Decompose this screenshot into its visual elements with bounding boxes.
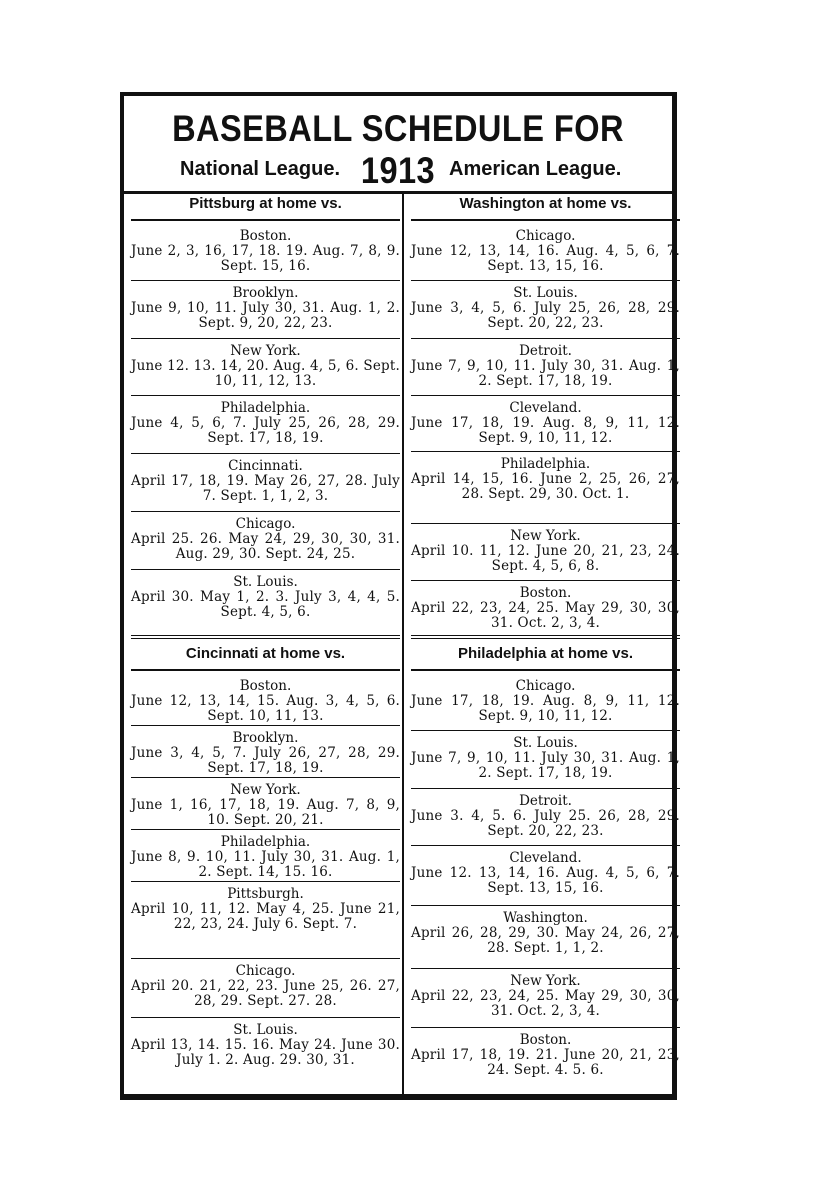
entry-rule bbox=[131, 453, 400, 454]
opponent-name: Cleveland. bbox=[509, 850, 582, 866]
opponent-name: New York. bbox=[510, 973, 581, 989]
schedule-entry bbox=[411, 679, 680, 724]
schedule-entry bbox=[411, 286, 680, 331]
schedule-entry bbox=[411, 344, 680, 389]
entry-rule bbox=[411, 338, 680, 339]
entry-rule bbox=[131, 725, 400, 726]
entry-rule bbox=[411, 523, 680, 524]
schedule-entry bbox=[131, 401, 400, 446]
game-dates: June 4, 5, 6, 7. July 25, 26, 28, 29. Sept. 17, 18, 19. bbox=[131, 415, 400, 446]
schedule-entry bbox=[131, 229, 400, 274]
team-section bbox=[131, 641, 400, 1068]
entry-rule bbox=[411, 395, 680, 396]
entry-rule bbox=[131, 829, 400, 830]
schedule-entry bbox=[411, 736, 680, 781]
entry-rule bbox=[131, 511, 400, 512]
opponent-name: Chicago. bbox=[235, 963, 296, 979]
opponent-name: Chicago. bbox=[235, 516, 296, 532]
opponent-name: Boston. bbox=[519, 1032, 572, 1048]
opponent-name: Brooklyn. bbox=[232, 285, 299, 301]
schedule-entry bbox=[131, 679, 400, 724]
opponent-name: St. Louis. bbox=[233, 1022, 298, 1038]
opponent-name: Washington. bbox=[503, 910, 588, 926]
opponent-name: Brooklyn. bbox=[232, 730, 299, 746]
team-section bbox=[411, 641, 680, 1078]
opponent-name: Boston. bbox=[239, 678, 292, 694]
entry-rule bbox=[411, 788, 680, 789]
schedule-entry bbox=[131, 887, 400, 932]
schedule-entry bbox=[131, 1023, 400, 1068]
schedule-entry bbox=[131, 835, 400, 880]
opponent-name: Detroit. bbox=[519, 793, 572, 809]
opponent-name: Pittsburgh. bbox=[227, 886, 304, 902]
game-dates: June 12. 13, 14, 16. Aug. 4, 5, 6, 7. Sept. 13, 15, 16. bbox=[411, 865, 680, 896]
opponent-name: Boston. bbox=[519, 585, 572, 601]
schedule-entry bbox=[131, 286, 400, 331]
team-heading: Washington at home vs. bbox=[411, 191, 680, 221]
column-divider bbox=[402, 191, 404, 1098]
opponent-name: Cleveland. bbox=[509, 400, 582, 416]
entry-rule bbox=[411, 580, 680, 581]
opponent-name: Chicago. bbox=[515, 678, 576, 694]
opponent-name: St. Louis. bbox=[513, 285, 578, 301]
game-dates: June 12, 13, 14, 15. Aug. 3, 4, 5, 6. Sept. 10, 11, 13. bbox=[131, 693, 400, 724]
schedule-entry bbox=[131, 575, 400, 620]
team-heading: Philadelphia at home vs. bbox=[411, 641, 680, 671]
game-dates: June 12, 13, 14, 16. Aug. 4, 5, 6, 7. Sept. 13, 15, 16. bbox=[411, 243, 680, 274]
opponent-name: St. Louis. bbox=[233, 574, 298, 590]
game-dates: April 10. 11, 12. June 20, 21, 23, 24. Sept. 4, 5, 6, 8. bbox=[411, 543, 680, 574]
game-dates: June 3, 4, 5, 7. July 26, 27, 28, 29. Sept. 17, 18, 19. bbox=[131, 745, 400, 776]
game-dates: April 17, 18, 19. 21. June 20, 21, 23, 24. Sept. 4. 5. 6. bbox=[411, 1047, 680, 1078]
entry-rule bbox=[411, 451, 680, 452]
entry-rule bbox=[131, 280, 400, 281]
opponent-name: St. Louis. bbox=[513, 735, 578, 751]
game-dates: June 9, 10, 11. July 30, 31. Aug. 1, 2. Sept. 9, 20, 22, 23. bbox=[131, 300, 400, 331]
team-section bbox=[411, 191, 680, 631]
game-dates: April 20. 21, 22, 23. June 25, 26. 27, 28, 29. Sept. 27. 28. bbox=[131, 978, 400, 1009]
schedule-entry bbox=[131, 783, 400, 828]
opponent-name: Boston. bbox=[239, 228, 292, 244]
opponent-name: New York. bbox=[510, 528, 581, 544]
schedule-entry bbox=[411, 529, 680, 574]
opponent-name: New York. bbox=[230, 343, 301, 359]
schedule-entry bbox=[411, 794, 680, 839]
opponent-name: Philadelphia. bbox=[220, 834, 311, 850]
entry-rule bbox=[411, 968, 680, 969]
game-dates: June 8, 9. 10, 11. July 30, 31. Aug. 1, 2. Sept. 14, 15. 16. bbox=[131, 849, 400, 880]
game-dates: April 30. May 1, 2. 3. July 3, 4, 4, 5. Sept. 4, 5, 6. bbox=[131, 589, 400, 620]
game-dates: April 10, 11, 12. May 4, 25. June 21, 22, 23, 24. July 6. Sept. 7. bbox=[131, 901, 400, 932]
opponent-name: Philadelphia. bbox=[220, 400, 311, 416]
schedule-entry bbox=[411, 1033, 680, 1078]
section-double-rule bbox=[411, 635, 680, 639]
opponent-name: Cincinnati. bbox=[228, 458, 303, 474]
game-dates: April 22, 23, 24, 25. May 29, 30, 30, 31. Oct. 2, 3, 4. bbox=[411, 600, 680, 631]
schedule-entry bbox=[411, 974, 680, 1019]
game-dates: June 12. 13. 14, 20. Aug. 4, 5, 6. Sept. 10, 11, 12, 13. bbox=[131, 358, 400, 389]
entry-rule bbox=[131, 569, 400, 570]
game-dates: April 17, 18, 19. May 26, 27, 28. July 7. Sept. 1, 1, 2, 3. bbox=[131, 473, 400, 504]
game-dates: April 22, 23, 24, 25. May 29, 30, 30, 31. Oct. 2, 3, 4. bbox=[411, 988, 680, 1019]
opponent-name: New York. bbox=[230, 782, 301, 798]
schedule-entry bbox=[411, 586, 680, 631]
game-dates: April 14, 15, 16. June 2, 25, 26, 27, 28. Sept. 29, 30. Oct. 1. bbox=[411, 471, 680, 502]
game-dates: June 2, 3, 16, 17, 18. 19. Aug. 7, 8, 9. Sept. 15, 16. bbox=[131, 243, 400, 274]
entry-rule bbox=[411, 845, 680, 846]
team-section bbox=[131, 191, 400, 620]
entry-rule bbox=[411, 905, 680, 906]
game-dates: April 25. 26. May 24, 29, 30, 30, 31. Aug. 29, 30. Sept. 24, 25. bbox=[131, 531, 400, 562]
schedule-entry bbox=[131, 964, 400, 1009]
team-heading: Cincinnati at home vs. bbox=[131, 641, 400, 671]
schedule-header bbox=[124, 96, 672, 194]
game-dates: June 3. 4, 5. 6. July 25. 26, 28, 29. Sept. 20, 22, 23. bbox=[411, 808, 680, 839]
schedule-entry bbox=[131, 731, 400, 776]
page-title: BASEBALL SCHEDULE FOR 1913 bbox=[172, 108, 624, 191]
schedule-entry bbox=[131, 459, 400, 504]
game-dates: April 26, 28, 29, 30. May 24, 26, 27, 28. Sept. 1, 1, 2. bbox=[411, 925, 680, 956]
entry-rule bbox=[131, 777, 400, 778]
schedule-entry bbox=[411, 401, 680, 446]
game-dates: June 7, 9, 10, 11. July 30, 31. Aug. 1, 2. Sept. 17, 18, 19. bbox=[411, 750, 680, 781]
entry-rule bbox=[131, 1017, 400, 1018]
entry-rule bbox=[411, 1027, 680, 1028]
schedule-entry bbox=[411, 229, 680, 274]
section-double-rule bbox=[131, 635, 400, 639]
entry-rule bbox=[411, 280, 680, 281]
game-dates: June 3, 4, 5, 6. July 25, 26, 28, 29. Sept. 20, 22, 23. bbox=[411, 300, 680, 331]
opponent-name: Detroit. bbox=[519, 343, 572, 359]
game-dates: April 13, 14. 15. 16. May 24. June 30. July 1. 2. Aug. 29. 30, 31. bbox=[131, 1037, 400, 1068]
entry-rule bbox=[131, 881, 400, 882]
game-dates: June 1, 16, 17, 18, 19. Aug. 7, 8, 9, 10. Sept. 20, 21. bbox=[131, 797, 400, 828]
entry-rule bbox=[131, 338, 400, 339]
team-heading: Pittsburg at home vs. bbox=[131, 191, 400, 221]
game-dates: June 17, 18, 19. Aug. 8, 9, 11, 12. Sept. 9, 10, 11, 12. bbox=[411, 415, 680, 446]
game-dates: June 17, 18, 19. Aug. 8, 9, 11, 12. Sept. 9, 10, 11, 12. bbox=[411, 693, 680, 724]
entry-rule bbox=[411, 730, 680, 731]
opponent-name: Chicago. bbox=[515, 228, 576, 244]
entry-rule bbox=[131, 958, 400, 959]
schedule-frame bbox=[120, 92, 680, 1100]
schedule-entry bbox=[131, 344, 400, 389]
entry-rule bbox=[131, 395, 400, 396]
schedule-entry bbox=[131, 517, 400, 562]
schedule-entry bbox=[411, 911, 680, 956]
schedule-entry bbox=[411, 457, 680, 502]
national-league-heading: National League. bbox=[180, 158, 341, 180]
game-dates: June 7, 9, 10, 11. July 30, 31. Aug. 1, 2. Sept. 17, 18, 19. bbox=[411, 358, 680, 389]
opponent-name: Philadelphia. bbox=[500, 456, 591, 472]
schedule-entry bbox=[411, 851, 680, 896]
american-league-heading: American League. bbox=[449, 158, 622, 180]
